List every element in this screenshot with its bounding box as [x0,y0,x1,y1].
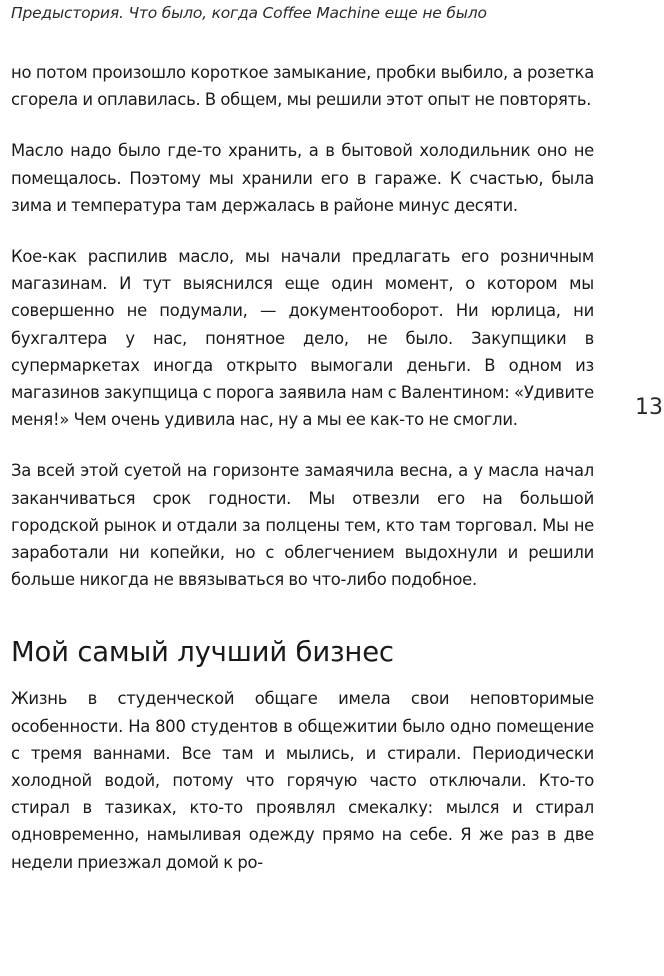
page-number: 13 [635,395,663,420]
body-paragraph-3: Кое-как распилив масло, мы начали предлагать его розничным магазинам. И тут выяснился еще один момент, о котором мы совершенно не подумали, — документооборот. Ни юрлица, ни бухгалтера у нас, понятное дело, не было. Закупщики в супермаркетах иногда открыто вымогали деньги. В одном из магазинов закупщица с порога заявила нам с Валентином: «Удивите меня!» Чем очень удивила нас, ну а мы ее как-то не смогли. [11,247,594,430]
section-heading: Мой самый лучший бизнес [11,636,394,669]
section-paragraph: Жизнь в студенческой общаге имела свои неповторимые особенности. На 800 студентов в общежитии было одно помещение с тремя ваннами. Все там и мылись, и стирали. Периодически холодной водой, потому что горячую часто отключали. Кто-то стирал в тазиках, кто-то проявлял смекалку: мылся и стирал одновременно, намыливая одежду прямо на себе. Я же раз в две недели приезжал домой к ро- [11,689,594,872]
body-paragraph-1: но потом произошло короткое замыкание, пробки выбило, а розетка сгорела и оплавилась. В общем, мы решили этот опыт не повторять. [11,63,594,110]
body-paragraph-2: Масло надо было где-то хранить, а в бытовой холодильник оно не помещалось. Поэтому мы хранили его в гараже. К счастью, была зима и температура там держалась в районе минус десяти. [11,141,594,215]
running-header: Предыстория. Что было, когда Coffee Machine еще не было [11,4,487,22]
page-body [11,59,594,900]
body-paragraph-4: За всей этой суетой на горизонте замаячила весна, а у масла начал заканчиваться срок годности. Мы отвезли его на большой городской рынок и отдали за полцены тем, кто там торговал. Мы не заработали ни копейки, но с облегчением выдохнули и решили больше никогда не ввязываться во что-либо подобное. [11,461,594,590]
